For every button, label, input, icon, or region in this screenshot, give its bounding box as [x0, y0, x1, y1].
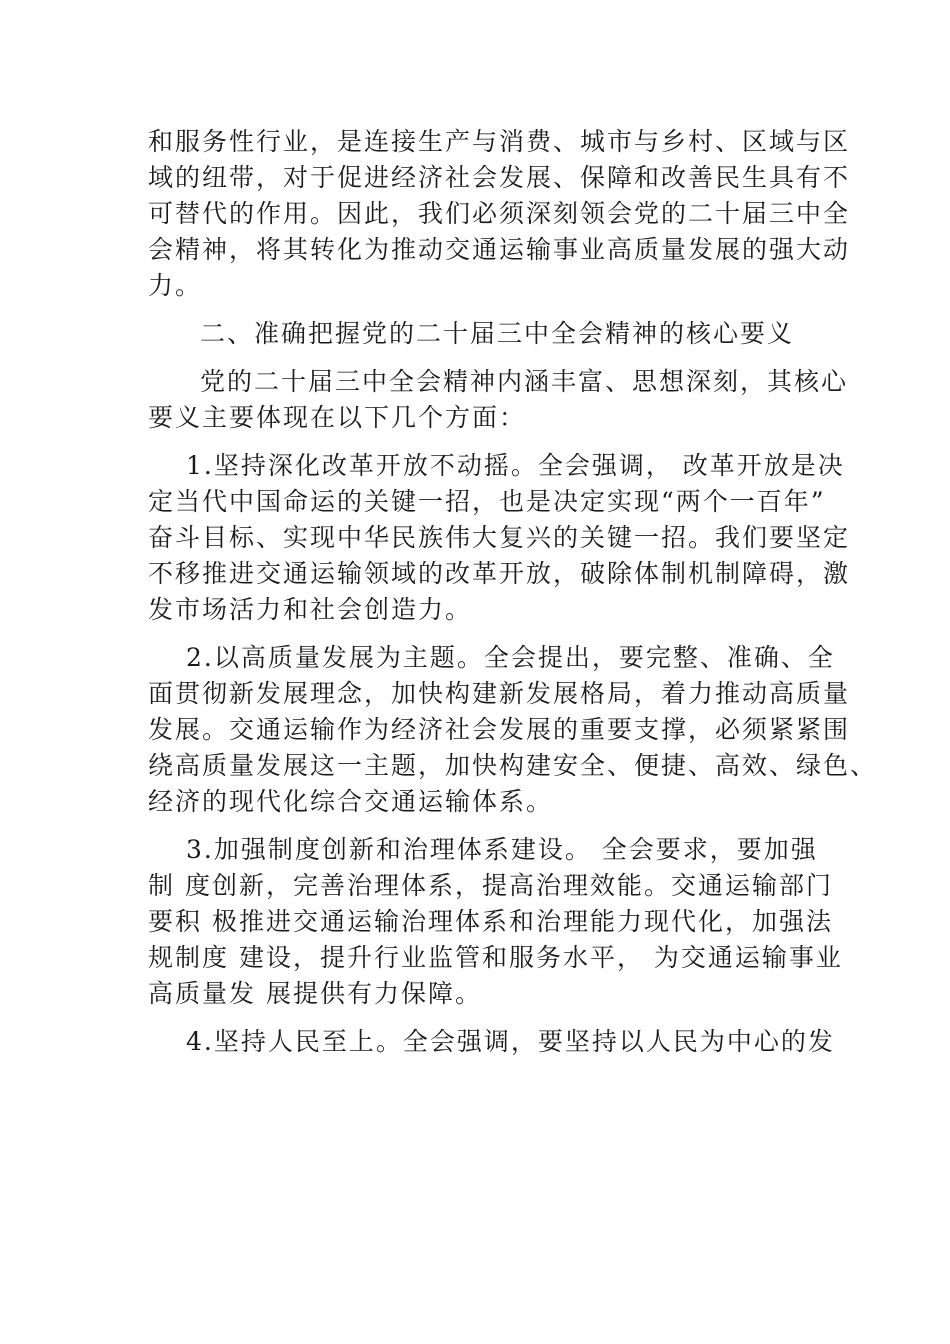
document-body — [148, 124, 878, 1060]
text-line: 面贯彻新发展理念，加快构建新发展格局，着力推动高质量 — [148, 679, 851, 708]
text-line: 不移推进交通运输领域的改革开放，破除体制机制障碍，激 — [148, 559, 851, 588]
text-line: 规制度 建设，提升行业监管和服务水平， 为交通运输事业 — [148, 943, 843, 972]
paragraph-transport-role — [148, 124, 851, 304]
text-line: 要积 极推进交通运输治理体系和治理能力现代化，加强法 — [148, 907, 833, 936]
list-item-4 — [148, 1024, 838, 1060]
text-line: 经济的现代化综合交通运输体系。 — [148, 787, 554, 816]
text-line: 党的二十届三中全会精神内涵丰富、思想深刻，其核心 — [200, 367, 849, 396]
list-item-2 — [148, 640, 878, 820]
text-line: 和服务性行业，是连接生产与消费、城市与乡村、区域与区 — [148, 127, 851, 156]
text-line: 绕高质量发展这一主题，加快构建安全、便捷、高效、绿色、 — [148, 751, 878, 780]
text-line: 力。 — [148, 271, 203, 300]
text-line: 要义主要体现在以下几个方面： — [148, 403, 527, 432]
text-line: 4.坚持人民至上。全会强调，要坚持以人民为中心的发 — [186, 1027, 835, 1056]
list-item-3 — [148, 832, 843, 1012]
section-heading-2 — [148, 316, 838, 352]
list-item-1 — [148, 448, 851, 628]
text-line: 奋斗目标、实现中华民族伟大复兴的关键一招。我们要坚定 — [148, 523, 851, 552]
text-line: 域的纽带，对于促进经济社会发展、保障和改善民生具有不 — [148, 163, 851, 192]
text-line: 会精神，将其转化为推动交通运输事业高质量发展的强大动 — [148, 235, 851, 264]
text-line: 发市场活力和社会创造力。 — [148, 595, 473, 624]
section-heading-text: 二、准确把握党的二十届三中全会精神的核心要义 — [200, 319, 795, 348]
text-line: 发展。交通运输作为经济社会发展的重要支撑，必须紧紧围 — [148, 715, 851, 744]
text-line: 高质量发 展提供有力保障。 — [148, 979, 482, 1008]
text-line: 制 度创新，完善治理体系，提高治理效能。交通运输部门 — [148, 871, 833, 900]
text-line: 3.加强制度创新和治理体系建设。 全会要求，要加强 — [186, 835, 818, 864]
paragraph-core-essence — [148, 364, 849, 436]
text-line: 可替代的作用。因此，我们必须深刻领会党的二十届三中全 — [148, 199, 851, 228]
text-line: 2.以高质量发展为主题。全会提出，要完整、准确、全 — [186, 643, 835, 672]
text-line: 定当代中国命运的关键一招，也是决定实现“两个一百年” — [148, 487, 826, 516]
text-line: 1.坚持深化改革开放不动摇。全会强调， 改革开放是决 — [186, 451, 845, 480]
